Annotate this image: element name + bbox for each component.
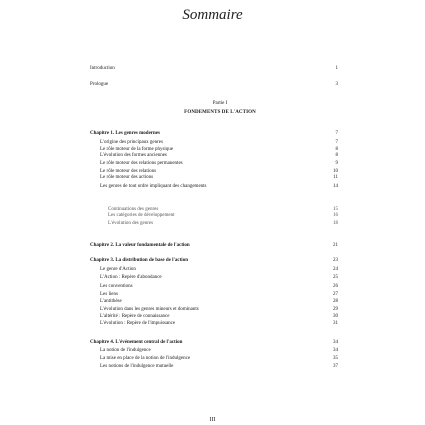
- toc-entry-label: Chapitre 1. Les genres modernes: [90, 131, 160, 136]
- toc-entry[interactable]: [0, 266, 425, 273]
- toc-entry-page: 24: [333, 267, 338, 272]
- toc-entry-label: Chapitre 3. La distribution de base de l'action: [90, 258, 188, 263]
- toc-entry-page: 25: [333, 275, 338, 280]
- toc-entry-page: 15: [333, 207, 338, 212]
- toc-entry-label: Continuations des genres: [108, 207, 159, 212]
- toc-entry-label: Le rôle moteur des actions: [100, 175, 154, 180]
- toc-entry-label: L'évolution des genres: [108, 221, 154, 226]
- toc-entry-label: L'évolution : Repère de l'impuissance: [100, 321, 176, 326]
- toc-entry-label: La notion de l'indulgence: [100, 348, 151, 353]
- toc-entry-page: 35: [333, 356, 338, 361]
- toc-entry-label: Chapitre 2. La valeur fondamentale de l'action: [90, 243, 190, 248]
- toc-entry-label: Introduction: [90, 66, 115, 71]
- toc-entry[interactable]: [0, 152, 425, 159]
- toc-entry-page: 18: [333, 221, 338, 226]
- toc-entry-label: Les genres de tout ordre impliquant des changements: [100, 184, 207, 189]
- part-title: FONDEMENTS DE L'ACTION: [184, 110, 256, 115]
- toc-entry-page: 1: [335, 66, 338, 71]
- toc-entry-label: L'altérité : Repère de connaissance: [100, 314, 170, 319]
- toc-entry-label: Les notions de l'indulgence mutuelle: [100, 364, 174, 369]
- toc-entry[interactable]: [0, 283, 425, 290]
- toc-entry-label: L'Action : Repère d'abondance: [100, 275, 162, 280]
- toc-entry-label: Le rôle moteur de la forme physique: [100, 147, 174, 152]
- toc-entry-page: 9: [335, 161, 338, 166]
- toc-entry-page: 34: [333, 348, 338, 353]
- toc-entry-label: La mise en place de la notion de l'indulgence: [100, 356, 191, 361]
- toc-entry[interactable]: [0, 242, 425, 249]
- toc-entry-page: 16: [333, 213, 338, 218]
- toc-entry[interactable]: [0, 139, 425, 146]
- toc-entry-page: 8: [335, 153, 338, 158]
- part-number: Partie I: [212, 101, 228, 106]
- toc-entry-page: 27: [333, 292, 338, 297]
- toc-entry-page: 10: [333, 169, 338, 174]
- toc-entry-label: L'antithèse: [100, 299, 122, 304]
- toc-entry-label: L'évolution des formes anciennes: [100, 153, 167, 158]
- toc-entry-label: Le rôle moteur des relations: [100, 169, 157, 174]
- toc-entry-label: Le rôle moteur des relations permanentes: [100, 161, 183, 166]
- toc-entry[interactable]: [0, 355, 425, 362]
- toc-entry-page: 7: [335, 131, 338, 136]
- toc-entry[interactable]: [0, 212, 425, 219]
- toc-entry[interactable]: [0, 130, 425, 137]
- toc-entry[interactable]: [0, 320, 425, 327]
- toc-entry-page: 3: [335, 82, 338, 87]
- toc-entry[interactable]: [0, 160, 425, 167]
- toc-entry[interactable]: [0, 174, 425, 181]
- toc-entry[interactable]: [0, 65, 425, 72]
- toc-entry[interactable]: [0, 220, 425, 227]
- toc-entry-label: Chapitre 4. L'événement central de l'action: [90, 340, 183, 345]
- toc-entry-page: 34: [333, 340, 338, 345]
- toc-entry-label: L'origine des principaux genres: [100, 140, 163, 145]
- toc-entry-label: Les catégories de développement: [108, 213, 175, 218]
- toc-entry-page: 37: [333, 364, 338, 369]
- toc-entry-page: 26: [333, 284, 338, 289]
- toc-entry[interactable]: [0, 81, 425, 88]
- toc-entry-label: Les liens: [100, 292, 118, 297]
- toc-entry[interactable]: [0, 347, 425, 354]
- toc-entry[interactable]: [0, 339, 425, 346]
- toc-entry[interactable]: [0, 298, 425, 305]
- toc-entry-page: 11: [333, 175, 338, 180]
- toc-entry[interactable]: [0, 306, 425, 313]
- toc-entry[interactable]: [0, 363, 425, 370]
- toc-entry-page: 30: [333, 314, 338, 319]
- toc-entry-page: 29: [333, 307, 338, 312]
- toc-entry-label: Le genre d'Action: [100, 267, 136, 272]
- toc-entry-page: 8: [335, 147, 338, 152]
- page-number: III: [209, 417, 216, 423]
- toc-entry-page: 14: [333, 184, 338, 189]
- toc-entry[interactable]: [0, 257, 425, 264]
- toc-entry-page: 21: [333, 243, 338, 248]
- toc-entry[interactable]: [0, 274, 425, 281]
- toc-entry-label: Prologue: [90, 82, 109, 87]
- toc-entry-page: 7: [335, 140, 338, 145]
- page-title: Sommaire: [182, 7, 243, 23]
- toc-entry-page: 28: [333, 299, 338, 304]
- toc-entry[interactable]: [0, 291, 425, 298]
- toc-entry[interactable]: [0, 183, 425, 190]
- toc-entry[interactable]: [0, 313, 425, 320]
- toc-entry-page: 23: [333, 258, 338, 263]
- toc-entry-page: 31: [333, 321, 338, 326]
- toc-entry-label: L'évolution dans les genres mineurs et dominants: [100, 307, 199, 312]
- toc-entry-label: Les conventions: [100, 284, 133, 289]
